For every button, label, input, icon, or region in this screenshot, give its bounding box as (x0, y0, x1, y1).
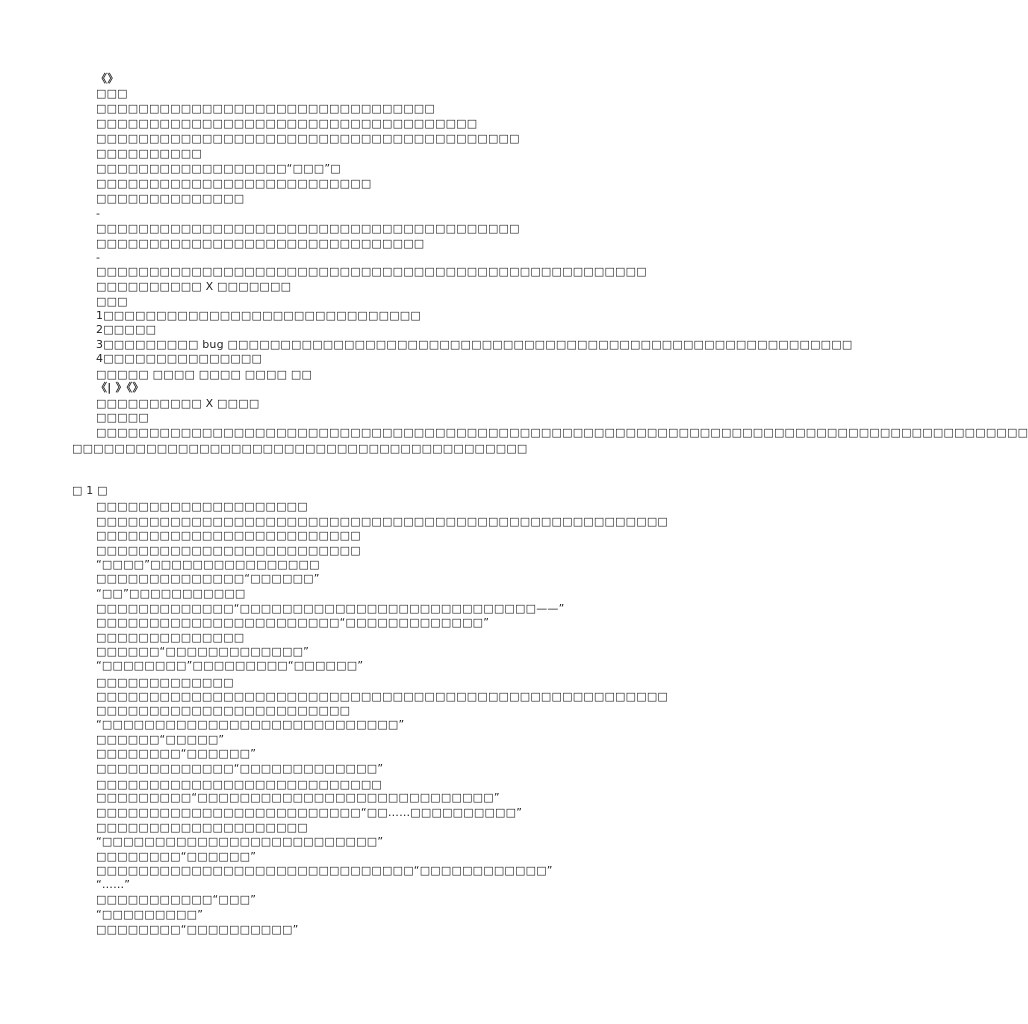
doc-line: “□□□□”□□□□□□□□□□□□□□□□ (96, 558, 320, 571)
doc-line: □□□□□□□□□□□□□□□□□□□□□□□□ (96, 704, 351, 717)
doc-line: 《》 (96, 72, 119, 85)
doc-line: 4□□□□□□□□□□□□□□□ (96, 352, 263, 365)
doc-line: “□□□□□□□□□□□□□□□□□□□□□□□□□□” (96, 835, 384, 848)
doc-line: □□□□□□□□□□□□□□□□□□□□□□□□□ (96, 544, 361, 557)
doc-line: □□□□□□□□“□□□□□□” (96, 850, 257, 863)
doc-line: □□□□□□□□□□□□□□□□□□□□□□□□□□□□□□□□□□□□□□□□□□□ (72, 442, 528, 455)
doc-line: □□□□□□□□□□□□□ (96, 676, 234, 689)
doc-line: □□□□□□□□□□□□□□□□□□□□□□□□□□□□□□□□□□□□□□□□□□□□□□□□□□□□ (96, 265, 647, 278)
doc-line: □□□□□□□□“□□□□□□” (96, 747, 257, 760)
doc-line: “□□□□□□□□□□□□□□□□□□□□□□□□□□□□” (96, 718, 405, 731)
doc-line: “□□□□□□□□”□□□□□□□□□“□□□□□□” (96, 659, 364, 672)
doc-line: □□□□□□□□□□□□□□□□□□□□□□□□□□□□□□□□□□□□□□□□ (96, 222, 520, 235)
doc-line: □□□□□□□□□□□□□□ (96, 192, 245, 205)
doc-line: □□□□□□□□□□□□□□“□□□□□□” (96, 572, 320, 585)
doc-line: □□□□□□“□□□□□□□□□□□□□” (96, 645, 310, 658)
doc-line: □□□ (96, 87, 128, 100)
doc-line: □□□□□□□□□□□□□□□□□□□□□□□□□□ (96, 177, 372, 190)
doc-line: □□□□□□“□□□□□” (96, 733, 225, 746)
doc-line: □□□□□□□□□□□□□□□□□□□□□□□□□“□□……□□□□□□□□□□” (96, 806, 523, 819)
doc-line: □□□□□□□□□□□□□□□□□□□□ (96, 821, 308, 834)
doc-line: □□□□□□□□□□□□□“□□□□□□□□□□□□□” (96, 762, 384, 775)
doc-line: “□□”□□□□□□□□□□□ (96, 587, 246, 600)
doc-line: “□□□□□□□□□” (96, 908, 204, 921)
doc-line: 《| 》《》 (96, 381, 144, 394)
doc-line: □□□□□□□□□□□□□□□□□□“□□□”□ (96, 162, 341, 175)
doc-line: 3□□□□□□□□□ bug □□□□□□□□□□□□□□□□□□□□□□□□□□□□□□□□□□□□□□□□□□□□□□□□□□□□□□□□□□□ (96, 338, 853, 351)
doc-line: □□□□□□□□□□□□□□□□□□□□□□□□□□□□□□“□□□□□□□□□□□□” (96, 864, 553, 877)
doc-line: □□□□□ (96, 411, 149, 424)
doc-line: □□□□□□□□□□ X □□□□□□□ (96, 280, 292, 293)
doc-line: □□□□□ □□□□ □□□□ □□□□ □□ (96, 368, 313, 381)
doc-line: □□□□□□□□□“□□□□□□□□□□□□□□□□□□□□□□□□□□□□” (96, 791, 500, 804)
doc-line: □□□ (96, 295, 128, 308)
doc-line: □□□□□□□□□□□□□□□□□□□□ (96, 500, 308, 513)
doc-line: □□□□□□□□“□□□□□□□□□□” (96, 923, 299, 936)
doc-line: □□□□□□□□□□□□□□□□□□□□□□□□□□□□□□□□□□□□ (96, 117, 478, 130)
doc-line: □□□□□□□□□□□□□“□□□□□□□□□□□□□□□□□□□□□□□□□□□□——” (96, 602, 565, 615)
doc-line: □□□□□□□□□□ (96, 147, 202, 160)
doc-line: 1□□□□□□□□□□□□□□□□□□□□□□□□□□□□□□ (96, 309, 421, 322)
doc-line: □ 1 □ (72, 484, 108, 497)
doc-line: □□□□□□□□□□□“□□□” (96, 893, 257, 906)
doc-line: □□□□□□□□□□□□□□□□□□□□□□□□□□□□□□□□□□□□□□□□ (96, 132, 520, 145)
doc-line: - (96, 207, 101, 220)
doc-line: □□□□□□□□□□□□□□□□□□□□□□□□□□□□□□□□ (96, 102, 435, 115)
doc-line: □□□□□□□□□□□□□□□□□□□□□□□□□□□□□□□□□□□□□□□□□□□□□□□□□□□□□□ (96, 515, 669, 528)
doc-line: □□□□□□□□□□□□□□□□□□□□□□□□□□□ (96, 778, 383, 791)
doc-line: □□□□□□□□□□□□□□□□□□□□□□□□□□□□□□□□□□□□□□□□□□□□□□□□□□□□□□ (96, 690, 669, 703)
doc-line: “……” (96, 878, 131, 891)
doc-line: □□□□□□□□□□□□□□□□□□□□□□□“□□□□□□□□□□□□□” (96, 616, 490, 629)
doc-line: □□□□□□□□□□□□□□ (96, 631, 245, 644)
doc-line: □□□□□□□□□□□□□□□□□□□□□□□□□□□□□□□□□□□□□□□□□□□□□□□□□□□□□□□□□□□□□□□□□□□□□□□□□□□□□□□□□□□□□□□□ (96, 426, 1028, 439)
doc-line: □□□□□□□□□□□□□□□□□□□□□□□□□ (96, 529, 361, 542)
doc-line: □□□□□□□□□□□□□□□□□□□□□□□□□□□□□□□ (96, 237, 425, 250)
doc-line: - (96, 251, 101, 264)
doc-line: □□□□□□□□□□ X □□□□ (96, 397, 260, 410)
doc-line: 2□□□□□ (96, 323, 157, 336)
